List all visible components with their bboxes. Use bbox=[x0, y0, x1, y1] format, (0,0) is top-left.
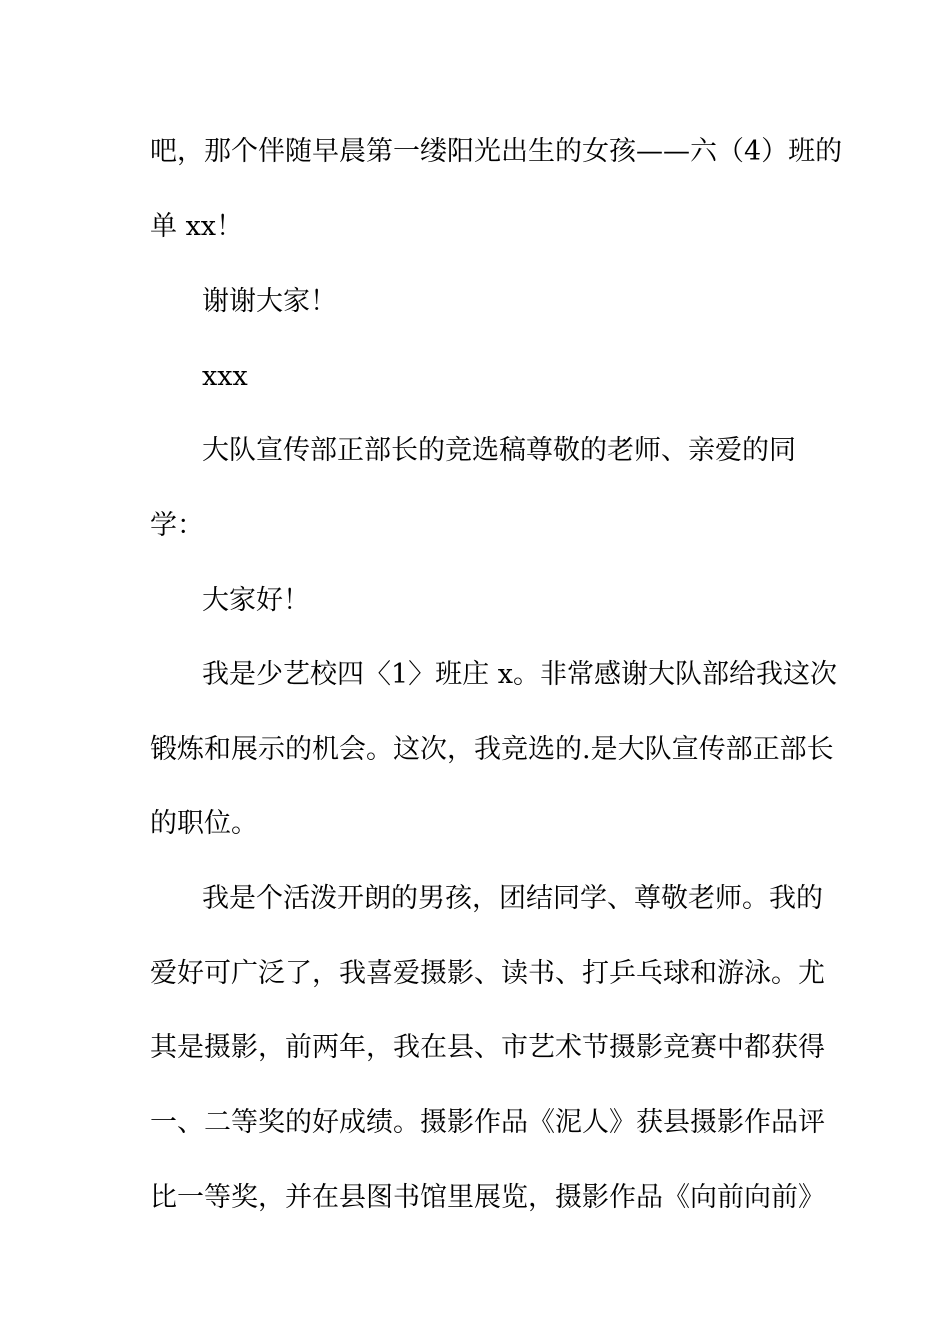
paragraph-line: 谢谢大家！ bbox=[202, 286, 337, 317]
text-line: 学： bbox=[150, 510, 204, 541]
text-line: 其是摄影，前两年，我在县、市艺术节摄影竞赛中都获得 bbox=[150, 1032, 825, 1063]
text-line: 的职位。 bbox=[150, 808, 258, 839]
paragraph-line: 大队宣传部正部长的竞选稿尊敬的老师、亲爱的同 bbox=[202, 435, 796, 466]
paragraph-line: 我是少艺校四〈1〉班庄 x。非常感谢大队部给我这次 bbox=[202, 659, 837, 690]
paragraph-line: 我是个活泼开朗的男孩，团结同学、尊敬老师。我的 bbox=[202, 883, 823, 914]
text-line: 单 xx！ bbox=[150, 211, 244, 242]
text-line: 一、二等奖的好成绩。摄影作品《泥人》获县摄影作品评 bbox=[150, 1107, 825, 1138]
text-line: 锻炼和展示的机会。这次，我竞选的.是大队宣传部正部长 bbox=[150, 734, 834, 765]
text-line: 爱好可广泛了，我喜爱摄影、读书、打乒乓球和游泳。尤 bbox=[150, 958, 825, 989]
text-line: 比一等奖，并在县图书馆里展览，摄影作品《向前向前》 bbox=[150, 1182, 825, 1213]
paragraph-line: 大家好！ bbox=[202, 585, 310, 616]
text-line: 吧，那个伴随早晨第一缕阳光出生的女孩——六（4）班的 bbox=[150, 136, 843, 167]
paragraph-line: xxx bbox=[202, 361, 248, 392]
